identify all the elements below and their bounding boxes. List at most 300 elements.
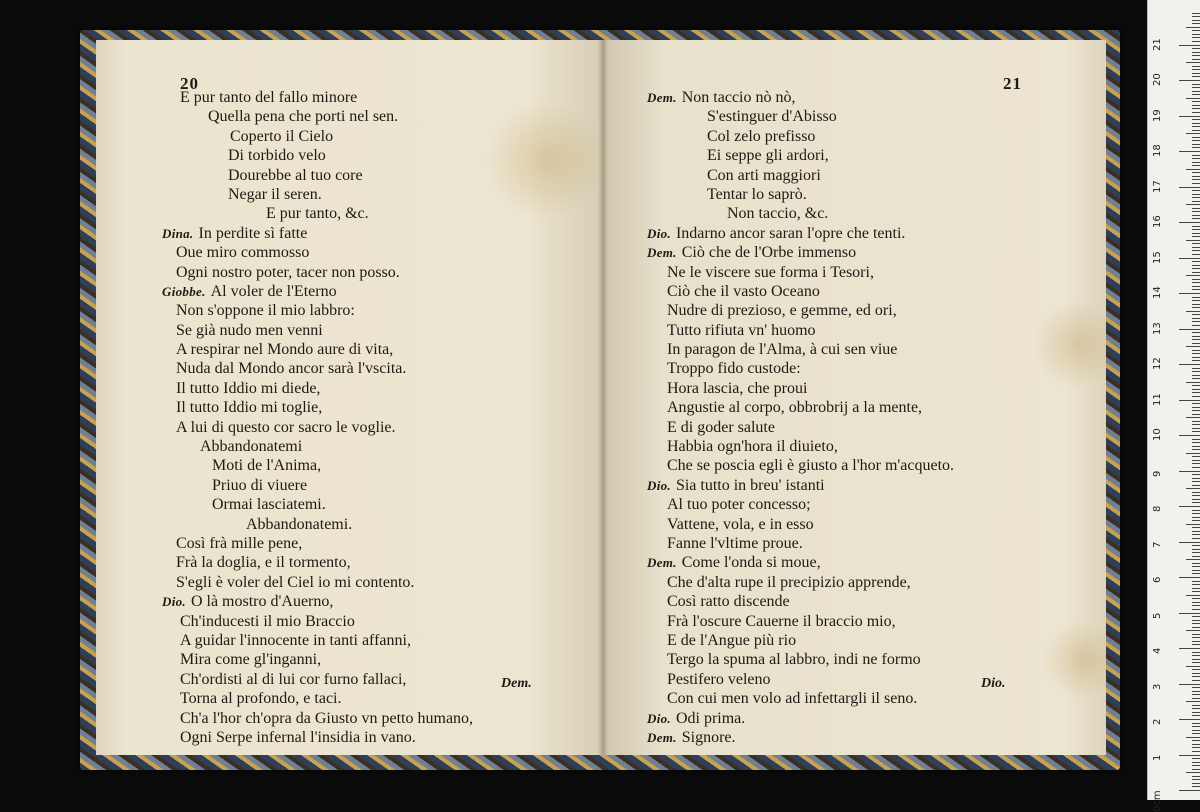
verse-line [647,534,954,553]
verse-text: Al voler de l'Eterno [210,282,337,300]
ruler-tick [1192,201,1200,202]
verse-line [647,495,954,514]
speaker-name: Dem. [647,90,677,105]
verse-text: Nuda dal Mondo ancor sarà l'vscita. [176,360,407,378]
ruler-tick [1192,250,1200,251]
verse-text: A guidar l'innocente in tanti affanni, [180,631,411,649]
ruler-tick [1192,460,1200,461]
ruler-tick [1192,502,1200,503]
ruler-tick [1186,27,1200,28]
ruler-tick [1192,410,1200,411]
catchword-left: Dem. [501,676,532,691]
ruler-tick [1192,197,1200,198]
ruler-tick [1179,400,1200,401]
ruler-tick [1192,84,1200,85]
verse-line [647,204,954,223]
verse-line [162,359,473,378]
verse-text: Frà la doglia, e il tormento, [176,554,351,572]
ruler-tick [1192,140,1200,141]
paper-stain [1043,620,1106,700]
ruler-tick [1192,549,1200,550]
verse-text: Coperto il Cielo [230,127,334,145]
ruler-tick [1186,240,1200,241]
ruler-tick [1192,463,1200,464]
verse-text: E de l'Angue più rio [667,631,797,649]
ruler-tick [1192,581,1200,582]
verse-text: Vattene, vola, e in esso [667,515,814,533]
right-page-text [647,88,954,747]
ruler-tick [1192,449,1200,450]
ruler-tick [1192,431,1200,432]
ruler-tick [1192,357,1200,358]
speaker-name: Dio. [647,710,671,726]
ruler-tick [1192,726,1200,727]
ruler-tick [1192,605,1200,606]
ruler-tick [1179,80,1200,81]
ruler-tick [1186,595,1200,596]
ruler-label: 7 [1152,541,1163,548]
ruler-tick [1192,218,1200,219]
ruler-tick [1192,655,1200,656]
verse-line [162,476,473,495]
verse-line [647,650,954,669]
ruler-tick [1192,673,1200,674]
ruler-tick [1179,471,1200,472]
ruler-tick [1192,304,1200,305]
ruler-tick [1192,289,1200,290]
ruler-tick [1192,403,1200,404]
verse-line [162,88,473,107]
ruler-tick [1192,708,1200,709]
ruler-tick [1192,69,1200,70]
ruler-label: 20 [1152,73,1163,86]
ruler-tick [1192,641,1200,642]
verse-line [647,359,954,378]
verse-text: Con arti maggiori [707,166,821,184]
verse-line [647,437,954,456]
verse-text: Così frà mille pene, [176,534,303,552]
verse-text: Al tuo poter concesso; [667,496,811,514]
ruler-label: 10 [1152,428,1163,441]
verse-text: In paragon de l'Alma, à cui sen viue [667,341,898,359]
verse-line [647,340,954,359]
verse-line [162,107,473,126]
ruler-label: 5 [1152,612,1163,619]
ruler-tick [1192,644,1200,645]
ruler-tick [1179,116,1200,117]
verse-line [162,224,473,243]
ruler-tick [1192,414,1200,415]
verse-line [647,282,954,301]
ruler-tick [1192,786,1200,787]
ruler-tick [1192,456,1200,457]
ruler-tick [1192,396,1200,397]
ruler-tick [1192,442,1200,443]
ruler-tick [1192,378,1200,379]
speaker-name: Giobbe. [162,283,206,299]
ruler-tick [1192,623,1200,624]
ruler-tick [1192,158,1200,159]
measurement-ruler [1147,0,1200,812]
ruler-tick [1192,76,1200,77]
ruler-tick [1192,314,1200,315]
verse-line [162,650,473,669]
verse-line [647,88,954,107]
ruler-tick [1192,627,1200,628]
ruler-tick [1192,439,1200,440]
verse-text: Moti de l'Anima, [212,457,322,475]
ruler-tick [1192,215,1200,216]
ruler-tick [1179,613,1200,614]
ruler-tick [1192,343,1200,344]
verse-text: Angustie al corpo, obbrobrij a la mente, [667,399,923,417]
ruler-tick [1192,34,1200,35]
ruler-tick [1192,385,1200,386]
ruler-tick [1192,371,1200,372]
ruler-tick [1192,588,1200,589]
ruler-tick [1179,364,1200,365]
verse-text: Ch'inducesti il mio Braccio [180,612,355,630]
verse-text: Così ratto discende [667,593,790,611]
verse-line [162,612,473,631]
verse-line [647,612,954,631]
paper-stain [1033,300,1106,390]
verse-text: Nudre di prezioso, e gemme, ed ori, [667,302,897,320]
ruler-tick [1186,133,1200,134]
ruler-tick [1192,286,1200,287]
ruler-tick [1192,144,1200,145]
ruler-tick [1192,353,1200,354]
ruler-tick [1192,66,1200,67]
verse-line [647,146,954,165]
verse-line [162,282,473,301]
ruler-tick [1192,52,1200,53]
verse-line [647,456,954,475]
ruler-tick [1192,318,1200,319]
ruler-tick [1192,428,1200,429]
verse-line [647,418,954,437]
verse-text: S'estinguer d'Abisso [707,108,837,126]
ruler-tick [1179,258,1200,259]
verse-text: In perdite sì fatte [198,224,308,242]
ruler-tick [1192,236,1200,237]
ruler-tick [1186,275,1200,276]
ruler-tick [1192,566,1200,567]
ruler-tick [1179,151,1200,152]
verse-line [162,437,473,456]
verse-text: Se già nudo men venni [176,321,323,339]
ruler-tick [1192,183,1200,184]
ruler-tick [1192,407,1200,408]
ruler-tick [1179,45,1200,46]
ruler-tick [1192,37,1200,38]
verse-line [162,709,473,728]
verse-text: Come l'onda si moue, [681,554,821,572]
ruler-tick [1192,779,1200,780]
ruler-tick [1192,321,1200,322]
verse-line [647,398,954,417]
ruler-tick [1192,272,1200,273]
ruler-tick [1192,510,1200,511]
verse-text: Ei seppe gli ardori, [707,147,829,165]
ruler-label: 4 [1152,647,1163,654]
verse-text: E di goder salute [667,418,775,436]
ruler-tick [1179,435,1200,436]
ruler-tick [1192,243,1200,244]
verse-text: Sia tutto in breu' istanti [675,476,825,494]
ruler-label: 18 [1152,144,1163,157]
ruler-tick [1186,311,1200,312]
verse-text: Non taccio, &c. [727,205,829,223]
ruler-tick [1192,119,1200,120]
verse-text: Abbandonatemi. [246,515,353,533]
ruler-tick [1192,527,1200,528]
ruler-tick [1192,733,1200,734]
ruler-tick [1179,293,1200,294]
speaker-name: Dio. [162,594,186,610]
ruler-tick [1192,740,1200,741]
verse-text: Quella pena che porti nel sen. [208,108,399,126]
verse-text: Abbandonatemi [200,438,303,456]
verse-text: A respirar nel Mondo aure di vita, [176,341,394,359]
verse-text: Che d'alta rupe il precipizio apprende, [667,573,911,591]
speaker-name: Dem. [647,245,677,261]
verse-line [647,379,954,398]
ruler-tick [1192,556,1200,557]
ruler-tick [1192,712,1200,713]
ruler-tick [1192,616,1200,617]
verse-line [647,573,954,592]
ruler-tick [1179,187,1200,188]
verse-line [647,243,954,262]
ruler-tick [1192,481,1200,482]
verse-text: Troppo fido custode: [667,360,801,378]
verse-line [647,321,954,340]
ruler-tick [1192,563,1200,564]
ruler-tick [1192,101,1200,102]
left-page-text [162,88,473,747]
verse-text: Mira come gl'inganni, [180,651,322,669]
ruler-tick [1186,169,1200,170]
ruler-tick [1192,680,1200,681]
verse-line [647,107,954,126]
verse-text: Con cui men volo ad infettargli il seno. [667,690,918,708]
verse-line [162,592,473,611]
ruler-tick [1179,506,1200,507]
ruler-tick [1179,790,1200,791]
verse-text: Il tutto Iddio mi diede, [176,379,321,397]
ruler-tick [1192,478,1200,479]
ruler-tick [1192,123,1200,124]
ruler-tick [1192,421,1200,422]
verse-line [162,340,473,359]
ruler-tick [1192,634,1200,635]
ruler-tick [1192,620,1200,621]
ruler-tick [1192,73,1200,74]
ruler-tick [1192,179,1200,180]
ruler-tick [1192,602,1200,603]
verse-line [647,670,954,689]
verse-text: Che se poscia egli è giusto a l'hor m'acqueto. [667,457,955,475]
ruler-tick [1192,261,1200,262]
ruler-tick [1192,662,1200,663]
ruler-tick [1192,339,1200,340]
ruler-tick [1192,446,1200,447]
verse-line [647,631,954,650]
ruler-tick [1192,350,1200,351]
verse-line [162,146,473,165]
ruler-tick [1186,772,1200,773]
verse-text: Torna al profondo, e taci. [180,690,342,708]
ruler-tick [1179,222,1200,223]
verse-line [647,263,954,282]
verse-line [647,224,954,243]
speaker-name: Dem. [647,729,677,745]
verse-line [162,573,473,592]
verse-line [162,534,473,553]
verse-line [162,263,473,282]
ruler-tick [1192,669,1200,670]
ruler-tick [1192,126,1200,127]
verse-line [647,127,954,146]
ruler-tick [1192,13,1200,14]
ruler-tick [1192,282,1200,283]
ruler-tick [1179,755,1200,756]
ruler-tick [1192,375,1200,376]
verse-line [162,670,473,689]
ruler-label: 14 [1152,286,1163,299]
ruler-tick [1192,552,1200,553]
ruler-tick [1192,474,1200,475]
ruler-tick [1186,524,1200,525]
ruler-tick [1186,630,1200,631]
ruler-tick [1192,265,1200,266]
ruler-tick [1192,233,1200,234]
ruler-tick [1192,467,1200,468]
ruler-tick [1192,94,1200,95]
ruler-tick [1192,687,1200,688]
speaker-name: Dio. [647,477,671,493]
verse-line [647,709,954,728]
ruler-tick [1192,538,1200,539]
ruler-label: 21 [1152,37,1163,51]
ruler-tick [1192,659,1200,660]
ruler-tick [1179,648,1200,649]
verse-line [162,553,473,572]
ruler-tick [1186,559,1200,560]
ruler-tick [1186,666,1200,667]
verse-text: Il tutto Iddio mi toglie, [176,399,323,417]
verse-text: Frà l'oscure Cauerne il braccio mio, [667,612,896,630]
ruler-tick [1192,676,1200,677]
ruler-label: 11 [1152,392,1163,406]
ruler-tick [1192,130,1200,131]
ruler-tick [1192,598,1200,599]
ruler-tick [1192,723,1200,724]
ruler-tick [1192,147,1200,148]
verse-text: A lui di questo cor sacro le voglie. [176,418,396,436]
verse-text: E pur tanto, &c. [266,205,369,223]
ruler-label: 8 [1152,505,1163,512]
ruler-tick [1192,652,1200,653]
ruler-tick [1192,247,1200,248]
ruler-tick [1192,762,1200,763]
ruler-tick [1186,382,1200,383]
verse-text: Ogni Serpe infernal l'insidia in vano. [180,728,416,746]
ruler-tick [1186,204,1200,205]
ruler-tick [1192,698,1200,699]
verse-line [647,515,954,534]
right-page [603,40,1106,755]
ruler-tick [1192,758,1200,759]
ruler-tick [1192,744,1200,745]
ruler-tick [1192,769,1200,770]
ruler-label: 12 [1152,357,1163,370]
verse-line [162,204,473,223]
ruler-tick [1192,368,1200,369]
ruler-tick [1192,495,1200,496]
ruler-tick [1192,492,1200,493]
ruler-label: 19 [1152,108,1163,122]
verse-line [162,398,473,417]
speaker-name: Dio. [647,225,671,241]
ruler-tick [1186,701,1200,702]
ruler-label: 9 [1152,470,1163,477]
verse-text: Negar il seren. [228,185,322,203]
ruler-tick [1192,20,1200,21]
verse-line [647,728,954,747]
verse-text: Ormai lasciatemi. [212,496,326,514]
ruler-tick [1192,91,1200,92]
ruler-tick [1192,545,1200,546]
ruler-tick [1192,751,1200,752]
ruler-tick [1192,783,1200,784]
verse-text: O là mostro d'Auerno, [190,593,334,611]
ruler-tick [1192,30,1200,31]
ruler-tick [1192,211,1200,212]
ruler-tick [1192,517,1200,518]
ruler-tick [1192,485,1200,486]
ruler-tick [1192,584,1200,585]
verse-line [162,418,473,437]
verse-text: Fanne l'vltime proue. [667,534,803,552]
ruler-tick [1186,417,1200,418]
ruler-label: 3 [1152,683,1163,690]
verse-line [162,321,473,340]
ruler-tick [1192,208,1200,209]
verse-text: Non taccio nò nò, [681,89,796,106]
ruler-tick [1186,488,1200,489]
ruler-tick [1192,513,1200,514]
verse-line [647,166,954,185]
ruler-tick [1192,389,1200,390]
ruler-tick [1192,176,1200,177]
verse-line [162,185,473,204]
ruler-tick [1192,108,1200,109]
ruler-tick [1192,325,1200,326]
ruler-tick [1192,694,1200,695]
ruler-tick [1192,730,1200,731]
ruler-label: 2 [1152,718,1163,725]
verse-line [162,689,473,708]
ruler-tick [1179,329,1200,330]
verse-text: Oue miro commosso [176,244,310,262]
ruler-tick [1192,87,1200,88]
ruler-tick [1186,346,1200,347]
verse-line [162,243,473,262]
paper-stain [486,100,603,220]
ruler-tick [1192,570,1200,571]
